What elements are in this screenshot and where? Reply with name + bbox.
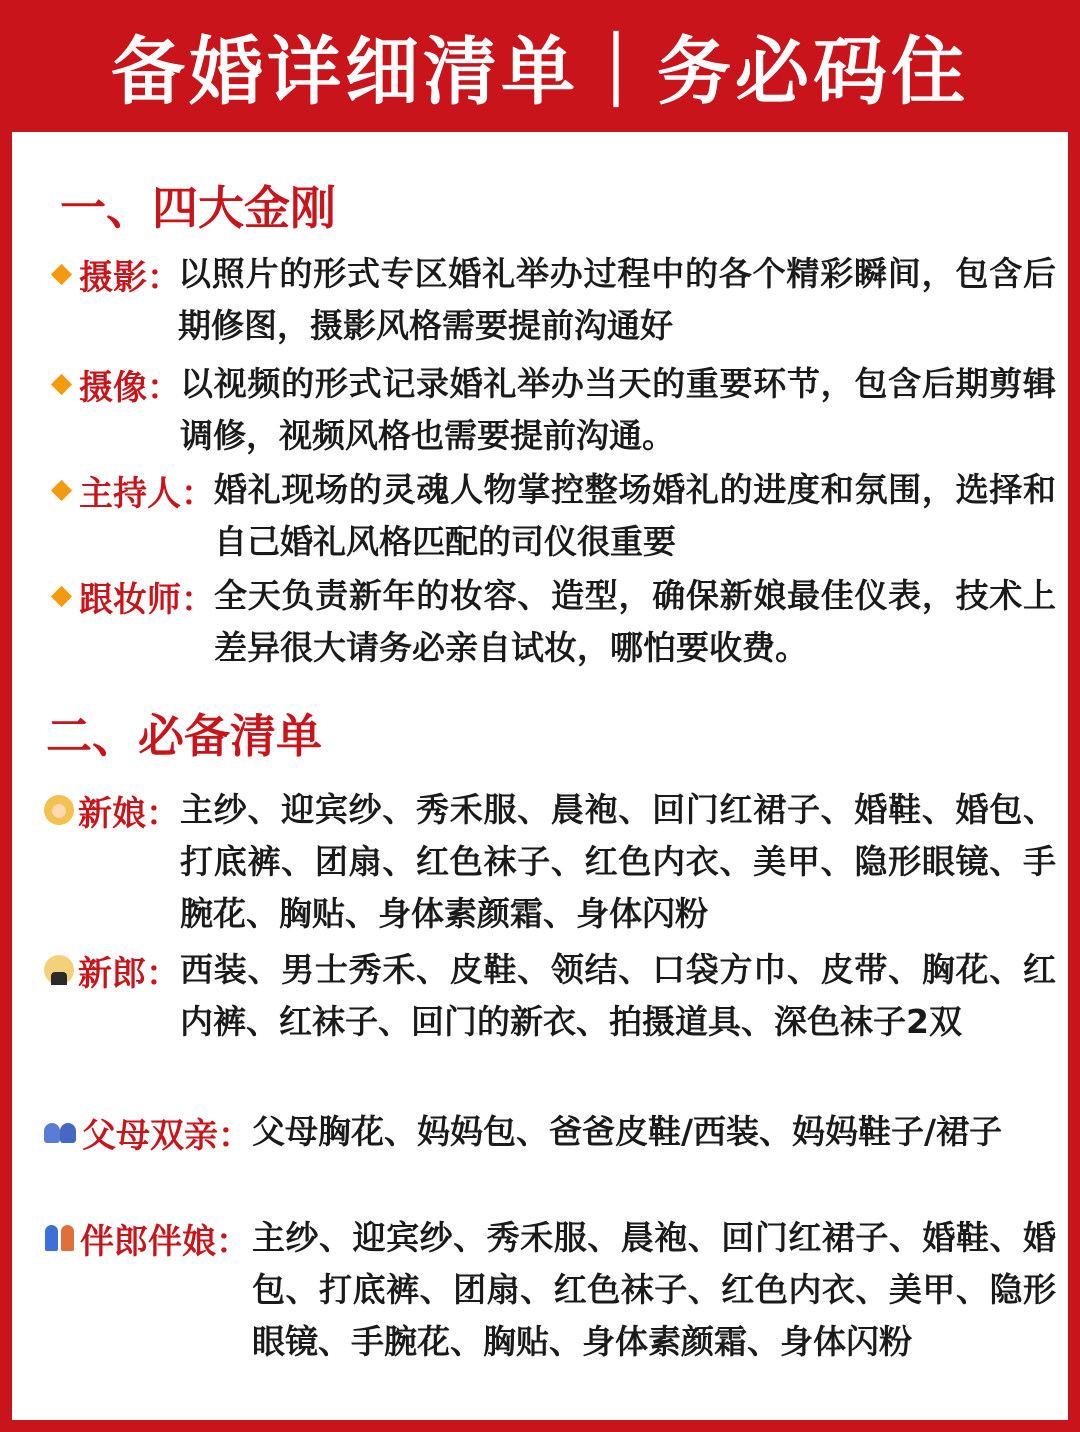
diamond-bullet-icon <box>51 479 72 500</box>
content-card <box>12 132 1068 1420</box>
item-label: 伴郎伴娘： <box>80 1221 250 1262</box>
diamond-bullet-icon <box>51 373 72 394</box>
groom-icon <box>44 955 74 985</box>
item-label: 新娘： <box>78 793 180 834</box>
item-label: 摄像： <box>79 367 181 408</box>
item-label: 父母双亲： <box>82 1115 252 1156</box>
section-title-essentials: 二、必备清单 <box>46 709 322 763</box>
item-text: 全天负责新年的妆容、造型，确保新娘最佳仪表，技术上差异很大请务必亲自试妆，哪怕要收费。 <box>214 576 1056 667</box>
item-text: 主纱、迎宾纱、秀禾服、晨袍、回门红裙子、婚鞋、婚包、打底裤、团扇、红色袜子、红色内衣、美甲、隐形眼镜、手腕花、胸贴、身体素颜霜、身体闪粉 <box>180 790 1056 933</box>
item-label: 跟妆师： <box>79 579 215 620</box>
page-title: 备婚详细清单｜务必码住 <box>111 29 969 115</box>
bride-icon <box>44 795 74 825</box>
item-label: 摄影： <box>79 257 181 298</box>
couple-icon <box>44 1223 76 1253</box>
item-text: 西装、男士秀禾、皮鞋、领结、口袋方巾、皮带、胸花、红内裤、红袜子、回门的新衣、拍摄道具、深色袜子2双 <box>180 950 1056 1041</box>
item-text: 以照片的形式专区婚礼举办过程中的各个精彩瞬间，包含后期修图，摄影风格需要提前沟通好 <box>178 254 1056 345</box>
header-banner <box>0 0 1080 132</box>
section-title-four-vendors: 一、四大金刚 <box>60 181 336 235</box>
item-label: 新郎： <box>78 953 180 994</box>
diamond-bullet-icon <box>51 263 72 284</box>
item-text: 主纱、迎宾纱、秀禾服、晨袍、回门红裙子、婚鞋、婚包、打底裤、团扇、红色袜子、红色内衣、美甲、隐形眼镜、手腕花、胸贴、身体素颜霜、身体闪粉 <box>252 1218 1056 1361</box>
item-text: 以视频的形式记录婚礼举办当天的重要环节，包含后期剪辑调修，视频风格也需要提前沟通。 <box>180 364 1056 455</box>
item-text: 父母胸花、妈妈包、爸爸皮鞋/西装、妈妈鞋子/裙子 <box>252 1112 1003 1151</box>
item-label: 主持人： <box>79 473 215 514</box>
parents-icon <box>44 1119 78 1145</box>
item-text: 婚礼现场的灵魂人物掌控整场婚礼的进度和氛围，选择和自己婚礼风格匹配的司仪很重要 <box>214 470 1056 561</box>
diamond-bullet-icon <box>51 585 72 606</box>
